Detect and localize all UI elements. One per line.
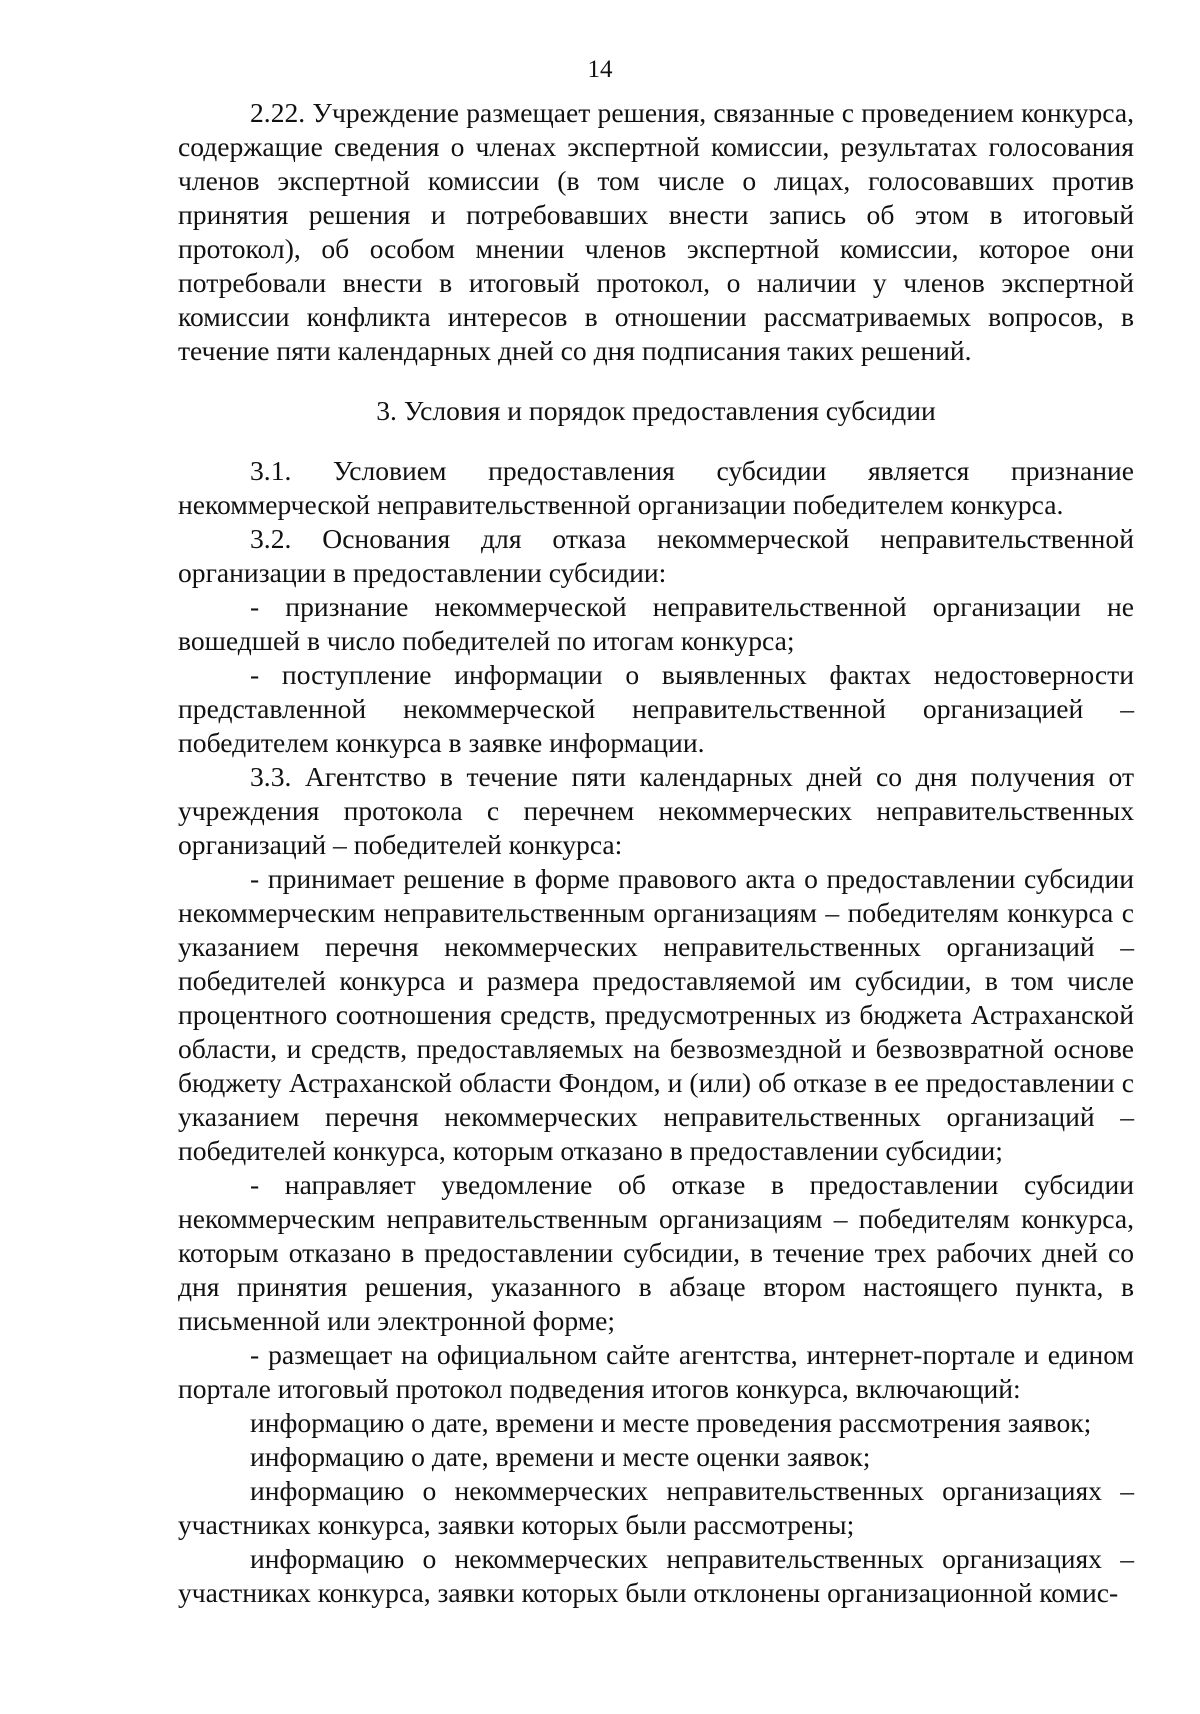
sub-item-2: информацию о дате, времени и месте оценки заявок; (250, 1441, 871, 1472)
sub-item-1: информацию о дате, времени и месте проведения рассмотрения заявок; (250, 1407, 1092, 1438)
list-item-3-3-a: - принимает решение в форме правового акта о предоставлении субсидии некоммерческим неправительственным организациям – победителям конкурса с указанием перечня некоммерческих неправительственных организаций – победителей конкурса и размера предоставляемой им субсидии, в том числе процентного соотношения средств, предусмотренных из бюджета Астраханской области, и средств, предоставляемых на безвозмездной и безвозвратной основе бюджету Астраханской области Фондом, и (или) об отказе в ее предоставлении с указанием перечня некоммерческих неправительственных организаций – победителей конкурса, которым отказано в предоставлении субсидии; (178, 863, 1134, 1166)
page-number: 14 (587, 56, 613, 83)
sub-item-4: информацию о некоммерческих неправительственных организациях – участниках конкурса, заявки которых были отклонены организационной комис- (178, 1543, 1134, 1608)
paragraph-3-1: 3.1. Условием предоставления субсидии является признание некоммерческой неправительственной организации победителем конкурса. (178, 455, 1134, 520)
section-heading-3: 3. Условия и порядок предоставления субсидии (376, 395, 936, 426)
list-item-3-3-c: - размещает на официальном сайте агентства, интернет-портале и едином портале итоговый протокол подведения итогов конкурса, включающий: (178, 1339, 1134, 1404)
paragraph-3-2: 3.2. Основания для отказа некоммерческой неправительственной организации в предоставлении субсидии: (178, 523, 1134, 588)
paragraph-3-3: 3.3. Агентство в течение пяти календарных дней со дня получения от учреждения протокола с перечнем некоммерческих неправительственных организаций – победителей конкурса: (178, 761, 1134, 860)
page-body (178, 96, 1134, 1610)
paragraph-2-22: 2.22. Учреждение размещает решения, связанные с проведением конкурса, содержащие сведения о членах экспертной комиссии, результатах голосования членов экспертной комиссии (в том числе о лицах, голосовавших против принятия решения и потребовавших внести запись об этом в итоговый протокол), об особом мнении членов экспертной комиссии, которое они потребовали внести в итоговый протокол, о наличии у членов экспертной комиссии конфликта интересов в отношении рассматриваемых вопросов, в течение пяти календарных дней со дня подписания таких решений. (178, 97, 1134, 366)
list-item-3-2-a: - признание некоммерческой неправительственной организации не вошедшей в число победителей по итогам конкурса; (178, 591, 1134, 656)
list-item-3-3-b: - направляет уведомление об отказе в предоставлении субсидии некоммерческим неправительственным организациям – победителям конкурса, которым отказано в предоставлении субсидии, в течение трех рабочих дней со дня принятия решения, указанного в абзаце втором настоящего пункта, в письменной или электронной форме; (178, 1169, 1134, 1336)
list-item-3-2-b: - поступление информации о выявленных фактах недостоверности представленной некоммерческой неправительственной организацией – победителем конкурса в заявке информации. (178, 659, 1134, 758)
sub-item-3: информацию о некоммерческих неправительственных организациях – участниках конкурса, заявки которых были рассмотрены; (178, 1475, 1134, 1540)
